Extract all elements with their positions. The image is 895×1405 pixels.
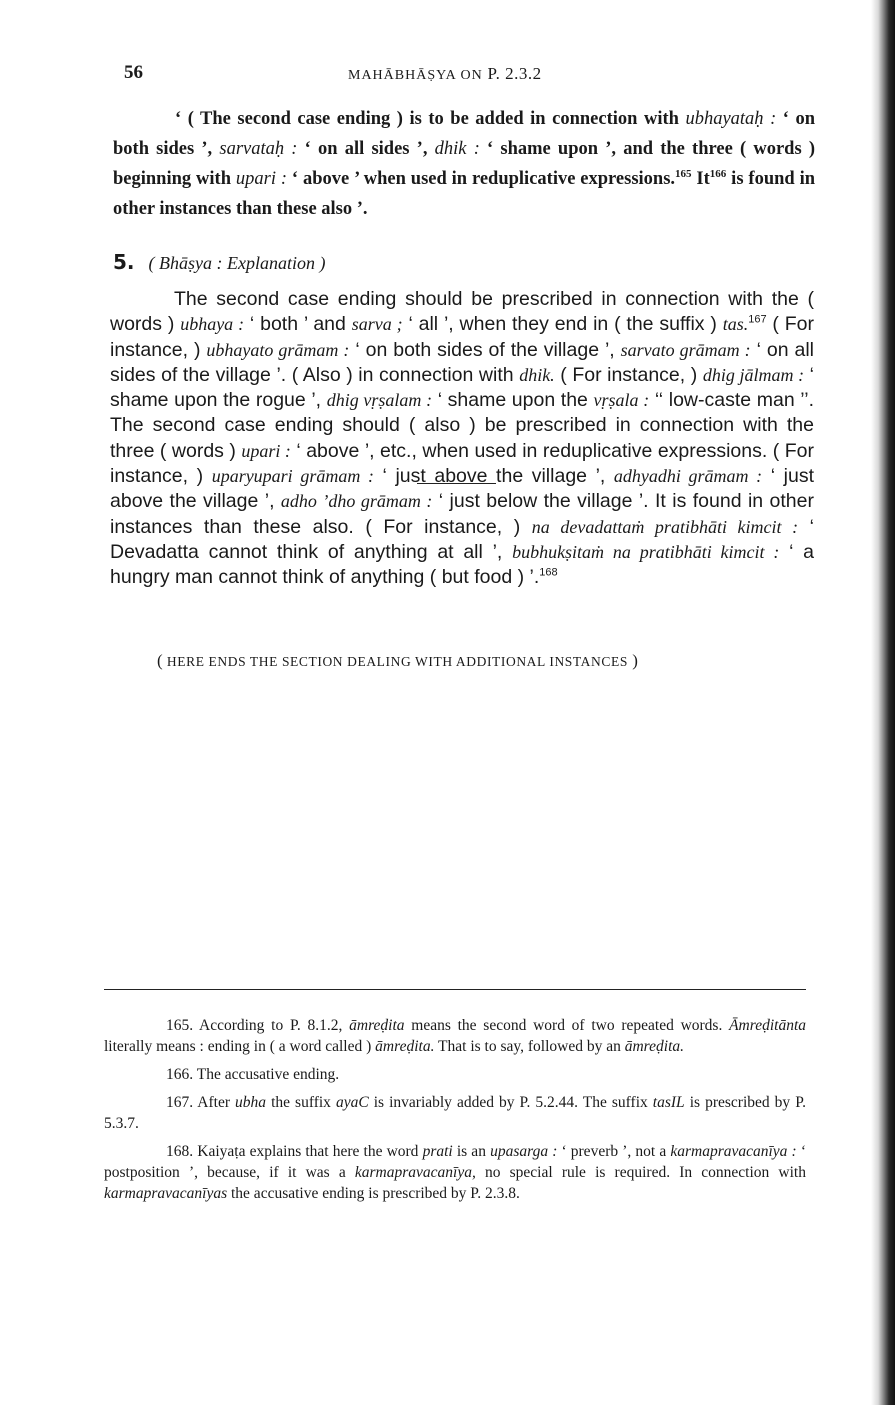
footnote-ref-168: 168 <box>539 566 558 579</box>
footnotes <box>104 1015 806 1211</box>
bhasya-explanation: The second case ending should be prescribed in connection with the ( words ) ubhaya : ‘ both ’ and sarva ; ‘ all ’, when they end in ( the suffix ) tas.$^{167}$ ( For instance, ) ubhayato grāmam : ‘ on both sides of the village ’, sarvato grāmam : ‘ on all sides of the village ’. ( Also ) in connection with dhik. ( For instance, ) dhig jālmam : ‘ shame upon the rogue ’, dhig vṛṣalam : ‘ shame upon the vṛṣala : ‘‘ low-caste man ’’. The second case ending should ( also ) be prescribed in connection with the three ( words ) upari : ‘ above ’, etc., when used in reduplicative expressions. ( For instance, ) uparyupari grāmam : ‘ just above the village ’, adhyadhi grāmam : ‘ just above the village ’, adho ’dho grāmam : ‘ just below the village ’. It is found in other instances than these also. ( For instance, ) na devadattaṁ pratibhāti kimcit : ‘ Devadatta cannot think of anything at all ’, bubhukṣitaṁ na pratibhāti kimcit : ‘ a hungry man cannot think of anything ( but food ) ’.$^{168}$ <box>110 288 815 589</box>
section-divider <box>417 483 496 484</box>
footnote-165: 165. According to P. 8.1.2, āmreḍita means the second word of two repeated words. Āmreḍitānta literally means : ending in ( a word called ) āmreḍita. That is to say, followed by an āmreḍita. <box>104 1017 806 1055</box>
vartika-translation: ‘ ( The second case ending ) is to be added in connection with ubhayataḥ : ‘ on both sides ’, sarvataḥ : ‘ on all sides ’, dhik : ‘ shame upon ’, and the three ( words ) beginning with upari : ‘ above ’ when used in reduplicative expressions.$^{165}$ It$^{166}$ is found in other instances than these also ’. <box>113 109 815 219</box>
page-number: 56 <box>124 62 143 83</box>
section-number: 5. <box>113 250 135 274</box>
footnote-167: 167. After ubha the suffix ayaC is invariably added by P. 5.2.44. The suffix tasIL is prescribed by P. 5.3.7. <box>104 1094 806 1132</box>
running-head: MAHĀBHĀṢYA ON P. 2.3.2 <box>348 64 542 83</box>
footnote-rule <box>104 989 806 990</box>
scan-edge-shadow <box>871 0 895 1405</box>
section-label: ( Bhāṣya : Explanation ) <box>148 253 326 273</box>
section-heading <box>113 250 325 274</box>
footnote-168: 168. Kaiyaṭa explains that here the word prati is an upasarga : ‘ preverb ’, not a karmapravacanīya : ‘ postposition ’, because, if it was a karmapravacanīya, no special rule is required. In connection with karmapravacanīyas the accusative ending is prescribed by P. 2.3.8. <box>104 1143 807 1202</box>
footnote-ref-167: 167 <box>748 313 767 326</box>
footnote-ref-166: 166 <box>709 167 727 180</box>
section-end-note: ( HERE ENDS THE SECTION DEALING WITH ADDITIONAL INSTANCES ) <box>157 651 638 670</box>
footnote-ref-165: 165 <box>675 167 692 180</box>
footnote-166: 166. The accusative ending. <box>166 1066 340 1083</box>
